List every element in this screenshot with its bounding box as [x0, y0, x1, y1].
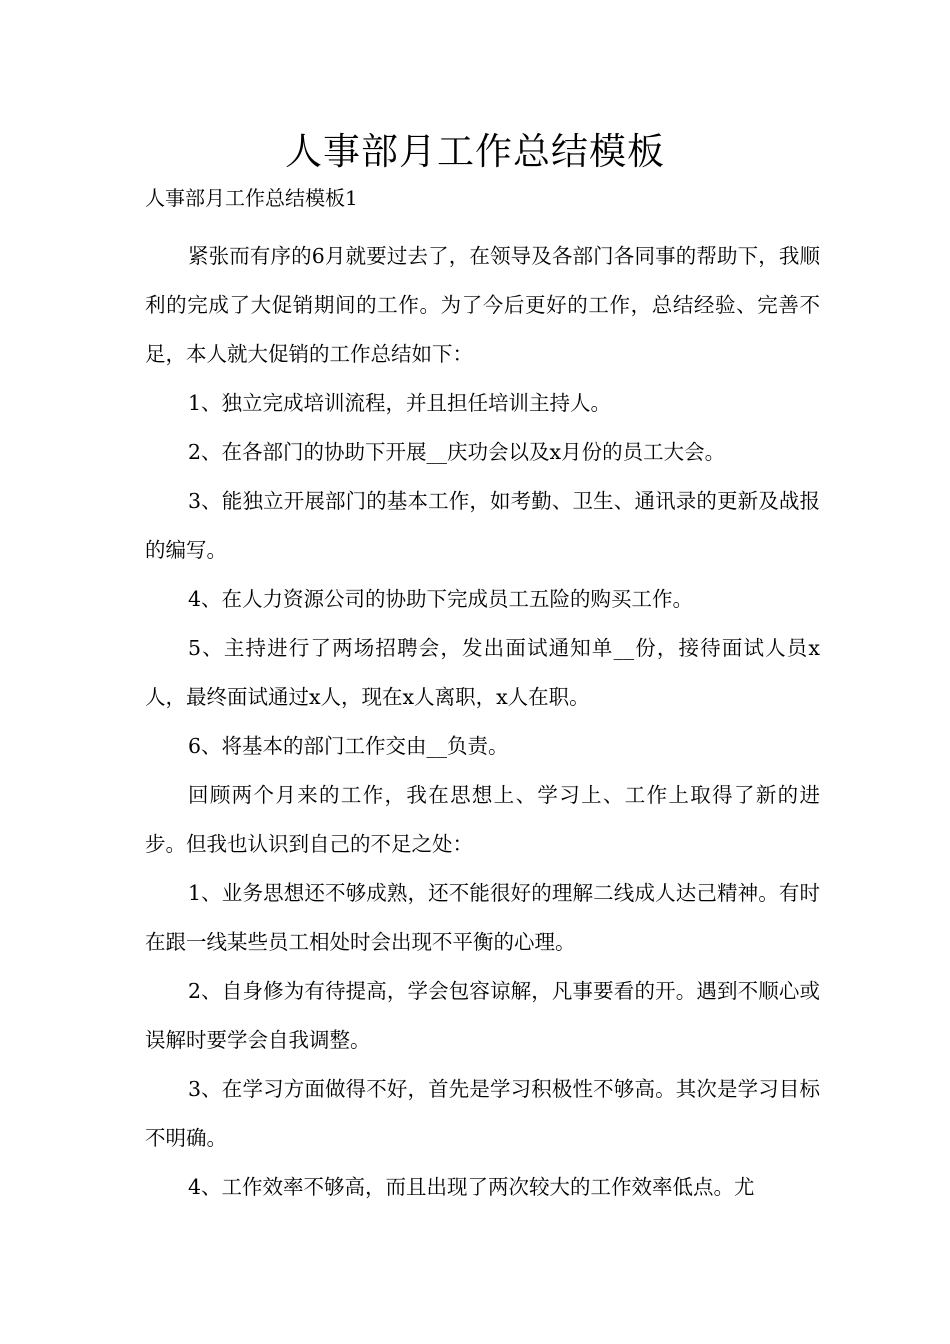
- document-body: [145, 232, 820, 1212]
- paragraph-shortcoming-1: 1、业务思想还不够成熟，还不能很好的理解二线成人达己精神。有时在跟一线某些员工相处时会出现不平衡的心理。: [145, 881, 820, 954]
- paragraph-intro: 紧张而有序的6月就要过去了，在领导及各部门各同事的帮助下，我顺利的完成了大促销期间的工作。为了今后更好的工作，总结经验、完善不足，本人就大促销的工作总结如下：: [145, 244, 820, 366]
- paragraph-item-2: 2、在各部门的协助下开展__庆功会以及x月份的员工大会。: [188, 440, 726, 464]
- paragraph-shortcoming-2: 2、自身修为有待提高，学会包容谅解，凡事要看的开。遇到不顺心或误解时要学会自我调整。: [145, 979, 820, 1052]
- paragraph-item-1: 1、独立完成培训流程，并且担任培训主持人。: [188, 391, 612, 415]
- paragraph-item-4: 4、在人力资源公司的协助下完成员工五险的购买工作。: [188, 587, 694, 611]
- document-subtitle: 人事部月工作总结模板1: [145, 186, 358, 210]
- document-title: 人事部月工作总结模板: [285, 130, 665, 173]
- paragraph-shortcoming-4: 4、工作效率不够高，而且出现了两次较大的工作效率低点。尤: [188, 1175, 755, 1199]
- paragraph-item-3: 3、能独立开展部门的基本工作，如考勤、卫生、通讯录的更新及战报的编写。: [145, 489, 820, 562]
- paragraph-review: 回顾两个月来的工作，我在思想上、学习上、工作上取得了新的进步。但我也认识到自己的不足之处：: [145, 783, 820, 856]
- paragraph-item-5: 5、主持进行了两场招聘会，发出面试通知单__份，接待面试人员x人，最终面试通过x人，现在x人离职，x人在职。: [145, 636, 820, 709]
- paragraph-shortcoming-3: 3、在学习方面做得不好，首先是学习积极性不够高。其次是学习目标不明确。: [145, 1077, 820, 1150]
- paragraph-item-6: 6、将基本的部门工作交由__负责。: [188, 734, 509, 758]
